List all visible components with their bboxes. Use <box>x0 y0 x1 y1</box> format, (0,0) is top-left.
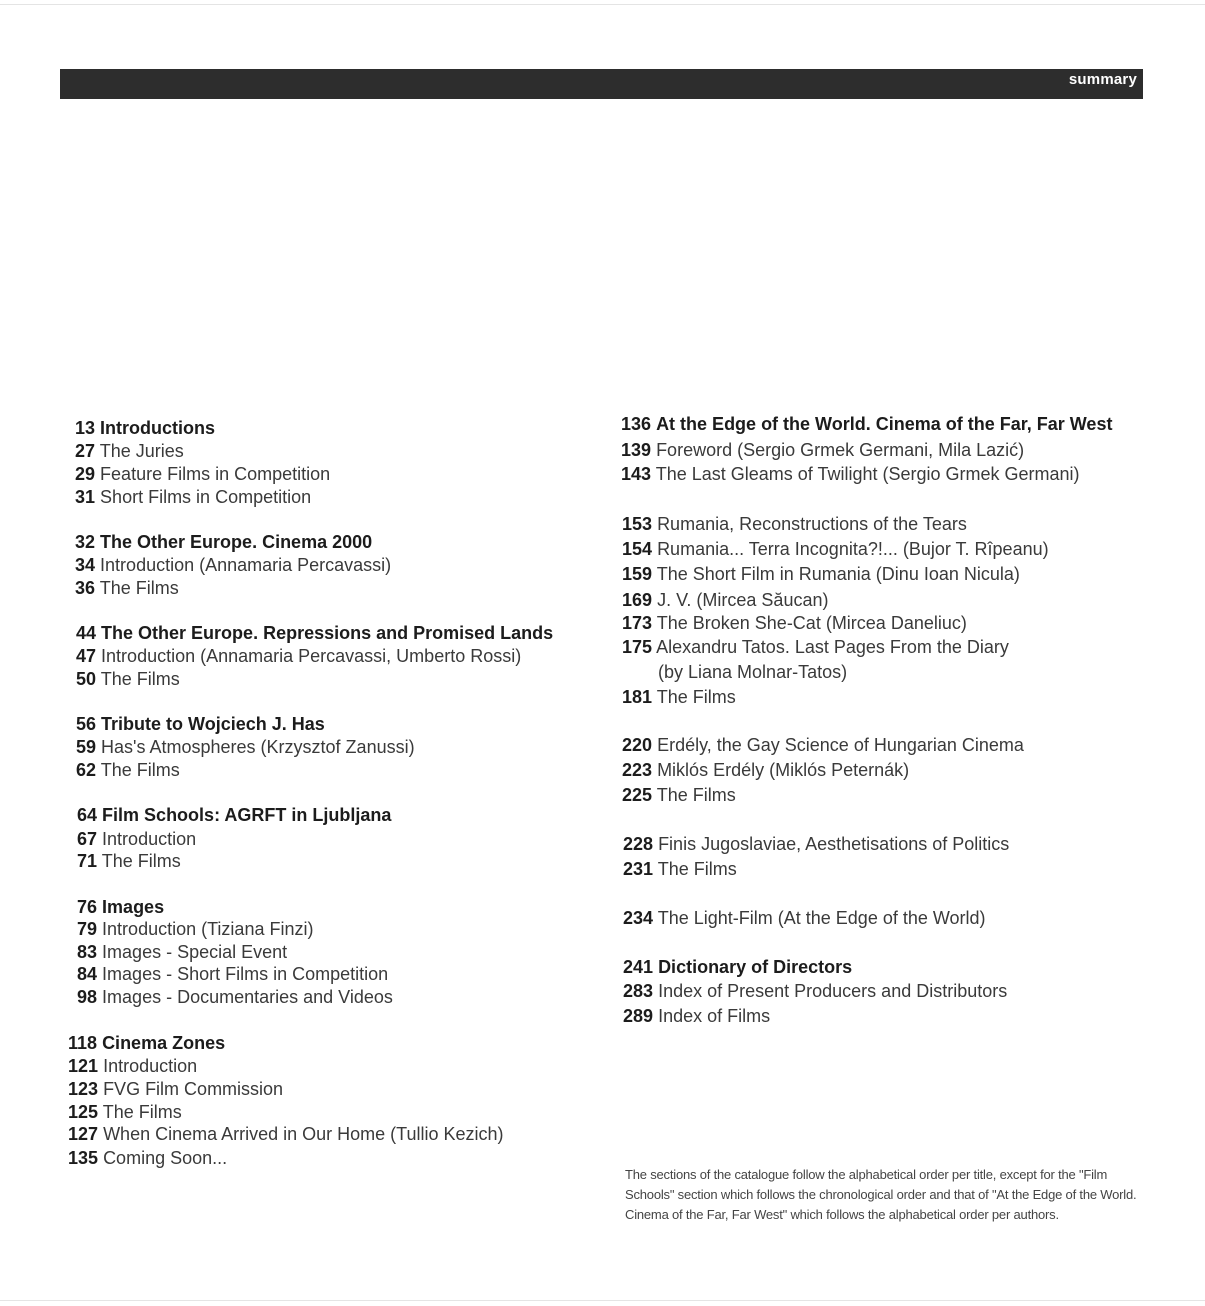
toc-entry <box>622 759 909 781</box>
entry-title: The Short Film in Rumania (Dinu Ioan Nicula) <box>656 564 1020 584</box>
toc-entry <box>68 1101 182 1123</box>
toc-entry <box>75 463 330 485</box>
page-number: 136 <box>621 414 652 434</box>
toc-entry <box>75 486 311 508</box>
toc-section-heading <box>75 531 372 553</box>
entry-title: Cinema Zones <box>102 1033 226 1053</box>
entry-title: The Films <box>656 687 736 707</box>
entry-title: When Cinema Arrived in Our Home (Tullio Kezich) <box>103 1124 504 1144</box>
entry-title: Tribute to Wojciech J. Has <box>101 714 325 734</box>
page-number: 76 <box>77 897 98 917</box>
toc-entry <box>68 1147 227 1169</box>
page-number: 79 <box>77 919 98 939</box>
toc-entry <box>68 1123 504 1145</box>
toc-section-heading <box>621 413 1112 435</box>
entry-title: The Films <box>656 785 736 805</box>
toc-entry <box>622 636 1009 658</box>
entry-title: Has's Atmospheres (Krzysztof Zanussi) <box>101 737 415 757</box>
toc-section-heading <box>623 956 852 978</box>
page-number: 143 <box>621 464 652 484</box>
toc-entry <box>622 563 1020 585</box>
toc-section-heading <box>76 622 553 644</box>
entry-title: Foreword (Sergio Grmek Germani, Mila Lazić) <box>656 440 1025 460</box>
entry-title: Feature Films in Competition <box>100 464 331 484</box>
page-number: 50 <box>76 669 97 689</box>
toc-section-heading <box>75 417 215 439</box>
page-number: 289 <box>623 1006 654 1026</box>
entry-title: The Broken She-Cat (Mircea Daneliuc) <box>656 613 967 633</box>
toc-entry <box>658 661 847 683</box>
toc-entry <box>75 577 179 599</box>
entry-title: Images - Documentaries and Videos <box>102 987 393 1007</box>
page-number: 127 <box>68 1124 99 1144</box>
page-number: 13 <box>75 418 96 438</box>
entry-title: Coming Soon... <box>103 1148 228 1168</box>
page-number: 283 <box>623 981 654 1001</box>
page-number: 47 <box>76 646 97 666</box>
entry-title: The Last Gleams of Twilight (Sergio Grmek Germani) <box>655 464 1080 484</box>
page-number: 64 <box>77 805 98 825</box>
toc-entry <box>623 1005 770 1027</box>
toc-section-heading <box>76 713 325 735</box>
toc-entry <box>623 833 1009 855</box>
page-number: 98 <box>77 987 98 1007</box>
page-number: 83 <box>77 942 98 962</box>
section-label: summary <box>1068 71 1137 88</box>
entry-title: The Films <box>99 578 179 598</box>
page-number: 44 <box>76 623 97 643</box>
bottom-edge-line <box>0 1300 1205 1301</box>
toc-entry <box>77 963 388 985</box>
toc-entry <box>77 850 181 872</box>
page-number: 139 <box>621 440 652 460</box>
page-number: 173 <box>622 613 653 633</box>
toc-entry <box>622 538 1049 560</box>
header-bar <box>60 69 1143 99</box>
entry-title: Finis Jugoslaviae, Aesthetisations of Politics <box>658 834 1010 854</box>
entry-title: The Films <box>657 859 737 879</box>
toc-entry <box>623 980 1007 1002</box>
entry-title: The Films <box>100 669 180 689</box>
page-number: 29 <box>75 464 96 484</box>
toc-entry <box>76 645 521 667</box>
toc-entry <box>622 589 828 611</box>
toc-entry <box>76 759 180 781</box>
page-number: 169 <box>622 590 653 610</box>
entry-title: Film Schools: AGRFT in Ljubljana <box>102 805 392 825</box>
toc-entry <box>75 440 184 462</box>
toc-entry <box>622 513 967 535</box>
page-number: 159 <box>622 564 653 584</box>
page-number: 84 <box>77 964 98 984</box>
page-number: 59 <box>76 737 97 757</box>
toc-entry <box>76 668 180 690</box>
entry-title: Introduction (Tiziana Finzi) <box>102 919 314 939</box>
toc-entry <box>77 986 393 1008</box>
entry-title: The Films <box>100 760 180 780</box>
page-number: 34 <box>75 555 96 575</box>
entry-title: Erdély, the Gay Science of Hungarian Cinema <box>657 735 1024 755</box>
entry-title: Images <box>102 897 165 917</box>
entry-title: The Light-Film (At the Edge of the World) <box>657 908 986 928</box>
page-number: 27 <box>75 441 96 461</box>
entry-title: Rumania, Reconstructions of the Tears <box>657 514 967 534</box>
entry-title: The Other Europe. Cinema 2000 <box>100 532 373 552</box>
page-number: 228 <box>623 834 654 854</box>
page-number: 220 <box>622 735 653 755</box>
entry-title: FVG Film Commission <box>103 1079 284 1099</box>
page-number: 234 <box>623 908 654 928</box>
toc-entry <box>621 463 1080 485</box>
entry-title: The Films <box>101 851 181 871</box>
entry-title: Introduction <box>103 1056 198 1076</box>
page-number: 225 <box>622 785 653 805</box>
entry-title: Introductions <box>100 418 216 438</box>
page-number: 223 <box>622 760 653 780</box>
page-number: 121 <box>68 1056 99 1076</box>
footnote: The sections of the catalogue follow the alphabetical order per title, except for the "Film Schools" section which follows the chronological order and that of "At the Edge of the World. Cinema of the Far, Far West" which follows the alphabetical order per authors. <box>625 1167 1137 1222</box>
toc-entry <box>75 554 391 576</box>
page-number: 125 <box>68 1102 99 1122</box>
toc-entry <box>621 439 1024 461</box>
page-number: 71 <box>77 851 98 871</box>
page-number: 154 <box>622 539 653 559</box>
page-number: 36 <box>75 578 96 598</box>
toc-entry <box>622 734 1024 756</box>
entry-title: Introduction <box>102 829 197 849</box>
toc-entry <box>623 907 986 929</box>
page-number: 241 <box>623 957 654 977</box>
entry-title: Short Films in Competition <box>100 487 312 507</box>
toc-section-heading <box>77 896 164 918</box>
entry-title: Images - Short Films in Competition <box>102 964 389 984</box>
entry-title: The Juries <box>99 441 184 461</box>
page-number: 175 <box>622 637 653 657</box>
entry-title: Index of Films <box>658 1006 771 1026</box>
entry-title: Introduction (Annamaria Percavassi, Umberto Rossi) <box>101 646 522 666</box>
entry-title: Images - Special Event <box>102 942 288 962</box>
entry-title: Alexandru Tatos. Last Pages From the Diary <box>656 637 1009 657</box>
entry-title: Miklós Erdély (Miklós Peternák) <box>657 760 910 780</box>
toc-section-heading <box>77 804 391 826</box>
entry-title: Rumania... Terra Incognita?!... (Bujor T. Rîpeanu) <box>657 539 1049 559</box>
page-number: 67 <box>77 829 98 849</box>
entry-title: The Films <box>102 1102 182 1122</box>
page-number: 181 <box>622 687 653 707</box>
entry-title: (by Liana Molnar-Tatos) <box>658 662 848 682</box>
toc-entry <box>622 612 967 634</box>
page-number: 123 <box>68 1079 99 1099</box>
page-number: 32 <box>75 532 96 552</box>
entry-title: Introduction (Annamaria Percavassi) <box>100 555 392 575</box>
toc-entry <box>622 686 736 708</box>
toc-entry <box>622 784 736 806</box>
entry-title: J. V. (Mircea Săucan) <box>657 590 829 610</box>
toc-entry <box>68 1078 283 1100</box>
toc-entry <box>76 736 415 758</box>
page-number: 231 <box>623 859 654 879</box>
entry-title: Index of Present Producers and Distributors <box>658 981 1008 1001</box>
entry-title: At the Edge of the World. Cinema of the Far, Far West <box>656 414 1113 434</box>
toc-entry <box>68 1055 197 1077</box>
entry-title: The Other Europe. Repressions and Promised Lands <box>101 623 554 643</box>
page-number: 153 <box>622 514 653 534</box>
top-edge-line <box>0 4 1205 5</box>
page-number: 56 <box>76 714 97 734</box>
page-number: 118 <box>68 1033 98 1053</box>
toc-entry <box>77 941 287 963</box>
toc-entry <box>77 828 196 850</box>
toc-entry <box>77 918 313 940</box>
page-number: 62 <box>76 760 97 780</box>
page-number: 31 <box>75 487 96 507</box>
toc-section-heading <box>68 1032 225 1054</box>
page-number: 135 <box>68 1148 99 1168</box>
toc-entry <box>623 858 737 880</box>
entry-title: Dictionary of Directors <box>658 957 853 977</box>
